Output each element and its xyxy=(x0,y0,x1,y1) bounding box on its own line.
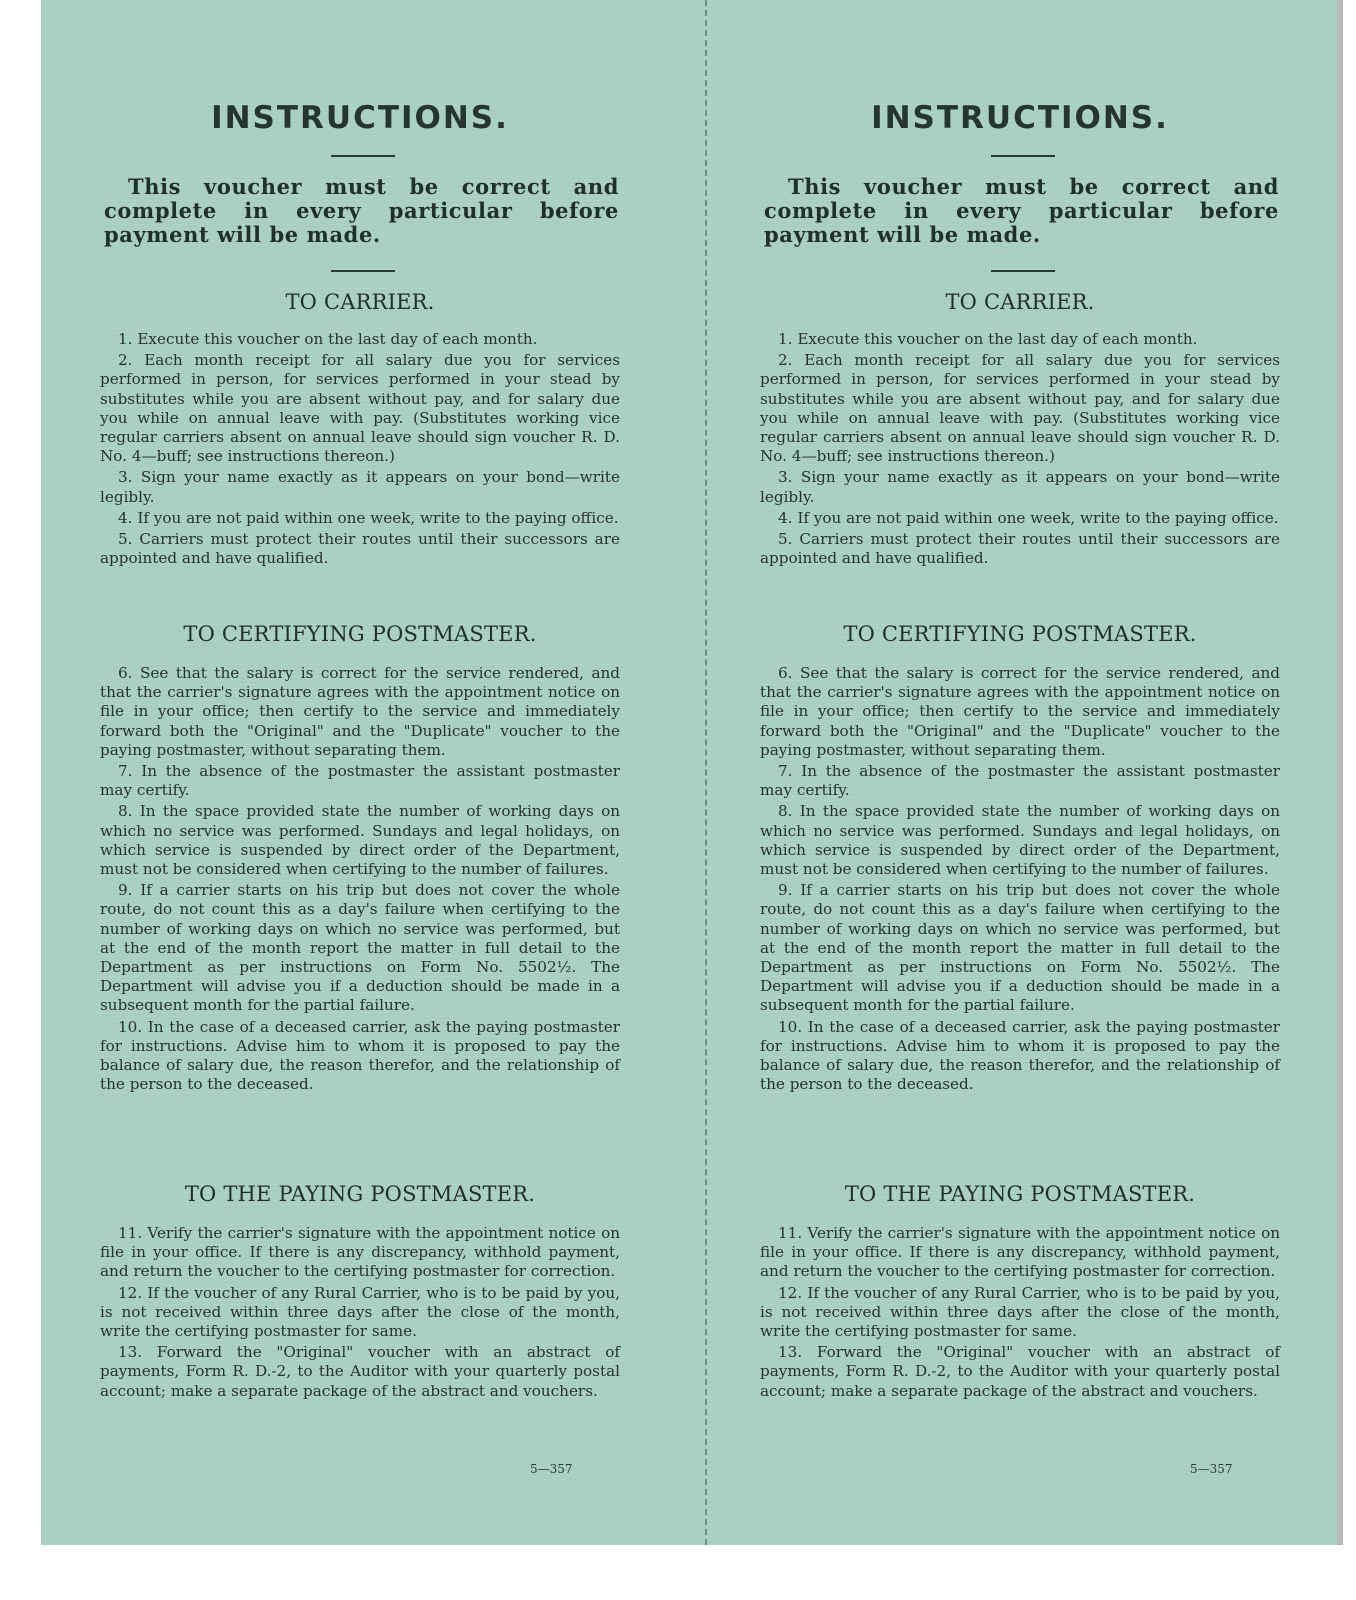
instruction-item: 6. See that the salary is correct for the service rendered, and that the carrier's signature agrees with the appointment notice on file in your office; then certify to the service and immediately forward both the "Original" and the "Duplicate" voucher to the paying postmaster, without separating them. xyxy=(100,664,620,759)
carrier-instructions xyxy=(100,330,620,570)
instruction-item: 2. Each month receipt for all salary due you for services performed in person, for services performed in your stead by substitutes while you are absent without pay, and for salary due you while on annual leave with pay. (Substitutes working vice regular carriers absent on annual leave should sign voucher R. D. No. 4—buff; see instructions thereon.) xyxy=(760,351,1280,466)
heading-to-paying-postmaster: TO THE PAYING POSTMASTER. xyxy=(184,1182,536,1206)
heading-to-certifying-postmaster: TO CERTIFYING POSTMASTER. xyxy=(183,622,537,646)
page-title: INSTRUCTIONS. xyxy=(871,100,1169,136)
instruction-item: 3. Sign your name exactly as it appears on your bond—write legibly. xyxy=(760,468,1280,506)
instruction-item: 5. Carriers must protect their routes until their successors are appointed and have qualified. xyxy=(760,530,1280,568)
divider xyxy=(331,270,395,272)
instruction-item: 12. If the voucher of any Rural Carrier, who is to be paid by you, is not received within three days after the close of the month, write the certifying postmaster for same. xyxy=(760,1283,1280,1341)
voucher-notice: This voucher must be correct and complete in every particular before payment will be made. xyxy=(764,174,1279,247)
perforation-line xyxy=(705,0,707,1545)
instruction-item: 11. Verify the carrier's signature with the appointment notice on file in your office. If there is any discrepancy, withhold payment, and return the voucher to the certifying postmaster for correction. xyxy=(760,1224,1280,1281)
instruction-item: 3. Sign your name exactly as it appears on your bond—write legibly. xyxy=(100,468,620,506)
certifying-instructions xyxy=(100,664,620,1096)
certifying-instructions xyxy=(760,664,1280,1096)
instruction-item: 1. Execute this voucher on the last day of each month. xyxy=(118,330,538,348)
instruction-item: 11. Verify the carrier's signature with the appointment notice on file in your office. If there is any discrepancy, withhold payment, and return the voucher to the certifying postmaster for correction. xyxy=(100,1224,620,1281)
instruction-item: 2. Each month receipt for all salary due you for services performed in person, for services performed in your stead by substitutes while you are absent without pay, and for salary due you while on annual leave with pay. (Substitutes working vice regular carriers absent on annual leave should sign voucher R. D. No. 4—buff; see instructions thereon.) xyxy=(100,351,620,466)
instruction-item: 9. If a carrier starts on his trip but does not cover the whole route, do not count this as a day's failure when certifying to the number of working days on which no service was performed, but at the end of the month report the matter in full detail to the Department as per instructions on Form No. 5502½. The Department will advise you if a deduction should be made in a subsequent month for the partial failure. xyxy=(760,881,1280,1015)
paying-instructions xyxy=(760,1224,1280,1403)
instruction-item: 8. In the space provided state the number of working days on which no service was performed. Sundays and legal holidays, on which service is suspended by direct order of the Department, must not be considered when certifying to the number of failures. xyxy=(100,802,620,879)
instruction-item: 13. Forward the "Original" voucher with an abstract of payments, Form R. D.-2, to the Auditor with your quarterly postal account; make a separate package of the abstract and vouchers. xyxy=(100,1343,620,1400)
voucher-notice: This voucher must be correct and complete in every particular before payment will be made. xyxy=(104,174,619,247)
instruction-item: 8. In the space provided state the number of working days on which no service was performed. Sundays and legal holidays, on which service is suspended by direct order of the Department, must not be considered when certifying to the number of failures. xyxy=(760,802,1280,879)
instruction-item: 12. If the voucher of any Rural Carrier, who is to be paid by you, is not received within three days after the close of the month, write the certifying postmaster for same. xyxy=(100,1283,620,1341)
form-number: 5—357 xyxy=(530,1462,573,1476)
instruction-item: 5. Carriers must protect their routes until their successors are appointed and have qualified. xyxy=(100,530,620,568)
instruction-item: 10. In the case of a deceased carrier, ask the paying postmaster for instructions. Advise him to whom it is proposed to pay the balance of salary due, the reason therefor, and the relationship of the person to the deceased. xyxy=(100,1017,620,1094)
divider xyxy=(331,155,395,157)
heading-to-carrier: TO CARRIER. xyxy=(945,290,1095,314)
page-title: INSTRUCTIONS. xyxy=(211,100,509,136)
sheet-edge-shadow xyxy=(1337,0,1343,1545)
paying-instructions xyxy=(100,1224,620,1403)
form-number: 5—357 xyxy=(1190,1462,1233,1476)
instructions-panel-original xyxy=(100,0,620,1545)
instruction-item: 10. In the case of a deceased carrier, ask the paying postmaster for instructions. Advise him to whom it is proposed to pay the balance of salary due, the reason therefor, and the relationship of the person to the deceased. xyxy=(760,1017,1280,1094)
instruction-item: 4. If you are not paid within one week, write to the paying office. xyxy=(778,508,1279,527)
divider xyxy=(991,270,1055,272)
instruction-item: 7. In the absence of the postmaster the assistant postmaster may certify. xyxy=(760,762,1280,800)
instructions-panel-duplicate xyxy=(760,0,1280,1545)
heading-to-certifying-postmaster: TO CERTIFYING POSTMASTER. xyxy=(843,622,1197,646)
heading-to-carrier: TO CARRIER. xyxy=(285,290,435,314)
instruction-item: 7. In the absence of the postmaster the assistant postmaster may certify. xyxy=(100,762,620,800)
instruction-item: 13. Forward the "Original" voucher with an abstract of payments, Form R. D.-2, to the Auditor with your quarterly postal account; make a separate package of the abstract and vouchers. xyxy=(760,1343,1280,1400)
divider xyxy=(991,155,1055,157)
carrier-instructions xyxy=(760,330,1280,570)
instruction-item: 4. If you are not paid within one week, write to the paying office. xyxy=(118,508,619,527)
instruction-item: 1. Execute this voucher on the last day of each month. xyxy=(778,330,1198,348)
heading-to-paying-postmaster: TO THE PAYING POSTMASTER. xyxy=(844,1182,1196,1206)
instruction-item: 6. See that the salary is correct for the service rendered, and that the carrier's signature agrees with the appointment notice on file in your office; then certify to the service and immediately forward both the "Original" and the "Duplicate" voucher to the paying postmaster, without separating them. xyxy=(760,664,1280,759)
instruction-item: 9. If a carrier starts on his trip but does not cover the whole route, do not count this as a day's failure when certifying to the number of working days on which no service was performed, but at the end of the month report the matter in full detail to the Department as per instructions on Form No. 5502½. The Department will advise you if a deduction should be made in a subsequent month for the partial failure. xyxy=(100,881,620,1015)
